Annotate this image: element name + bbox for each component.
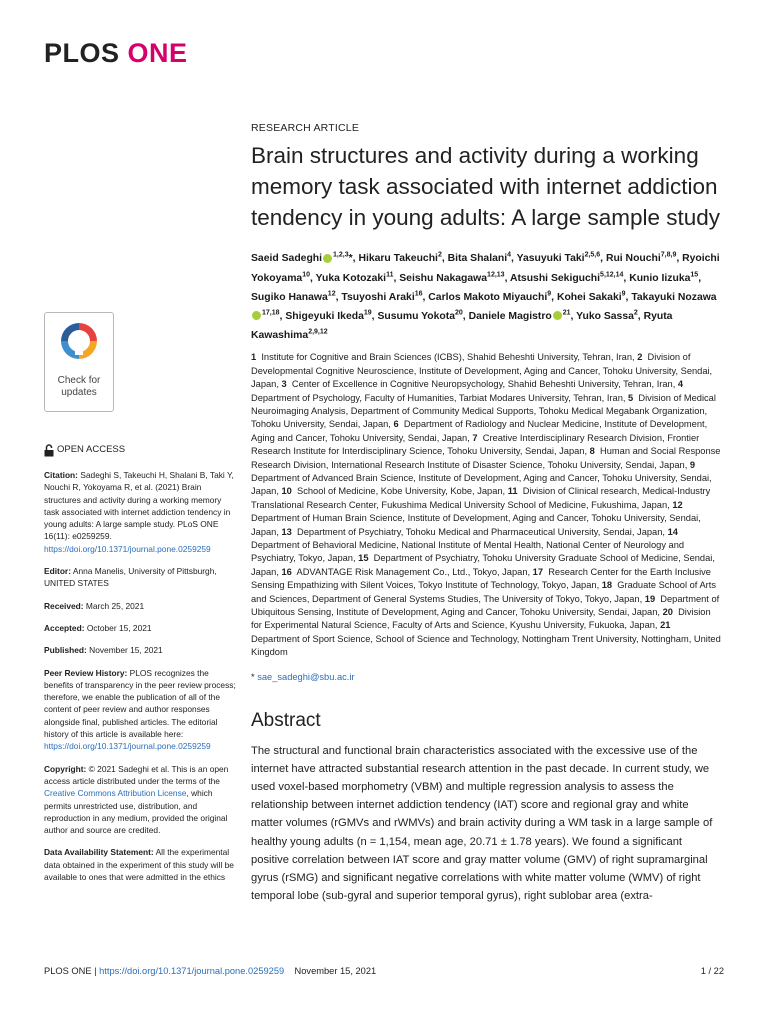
author: Kunio Iizuka$^{15}$, xyxy=(629,271,702,284)
orcid-icon[interactable] xyxy=(252,311,261,320)
affiliation-text: Department of Human Brain Science, Institute of Development, Aging and Cancer, Tohoku University, Sendai, Japan, xyxy=(251,513,701,537)
data-availability-text: All the experimental data obtained in the experiment of this study will be available to ones that were admitted in the ethics xyxy=(44,847,234,883)
license-link[interactable]: Creative Commons Attribution License xyxy=(44,788,187,799)
author-affiliation-numbers: 4 xyxy=(507,252,512,259)
affiliation-text: Division of Developmental Cognitive Neuroscience, Institute of Development, Aging and Cancer, Tohoku University, Sendai, Japan, xyxy=(251,352,713,390)
author-affiliation-numbers: 2,9,12 xyxy=(308,328,328,336)
peer-review-link[interactable]: https://doi.org/10.1371/journal.pone.0259259 xyxy=(44,741,211,752)
author-name: Hikaru Takeuchi xyxy=(358,253,438,265)
copyright-text: © 2021 Sadeghi et al. This is an open access article distributed under the terms of the xyxy=(44,763,229,786)
published-date: November 15, 2021 xyxy=(89,645,163,656)
affiliation-number: 10 xyxy=(281,486,292,497)
affiliation-number: 16 xyxy=(281,566,292,577)
corresponding-email-line xyxy=(251,672,721,682)
open-lock-icon xyxy=(44,444,54,457)
author: Saeid Sadeghi $^{1,2,3}$*, xyxy=(251,252,359,265)
affiliation-number: 11 xyxy=(507,486,518,497)
orcid-icon[interactable] xyxy=(553,311,562,320)
author-name: Seishu Nakagawa xyxy=(399,272,488,284)
author: Carlos Makoto Miyauchi$^9$, xyxy=(428,290,557,303)
affiliation-number: 2 xyxy=(637,352,643,363)
article-title: Brain structures and activity during a working memory task associated with internet addiction tendency in young adults: A large sample study xyxy=(251,143,721,230)
affiliation-number: 1 xyxy=(251,352,257,363)
author-affiliation-numbers: 12 xyxy=(327,290,336,298)
check-for-updates-badge[interactable] xyxy=(44,312,114,412)
author: Yasuyuki Taki$^{2,5,6}$, xyxy=(516,252,606,265)
author-name: Shigeyuki Ikeda xyxy=(285,310,364,322)
open-access-label: OPEN ACCESS xyxy=(57,444,126,456)
received-label: Received: xyxy=(44,600,84,611)
affiliation-text: Department of Advanced Brain Science, Institute of Development, Aging and Cancer, Tohoku University, Sendai, Japan, xyxy=(251,472,712,497)
author-affiliation-numbers: 9 xyxy=(621,290,626,298)
author-name: Ryuta Kawashima xyxy=(251,310,673,341)
author: Shigeyuki Ikeda$^{19}$, xyxy=(285,309,378,322)
badge-line1: Check for xyxy=(57,375,101,386)
affiliation-text: School of Medicine, Kobe University, Kobe, Japan, xyxy=(297,486,506,497)
check-for-updates-icon xyxy=(57,319,101,369)
affiliation-text: ADVANTAGE Risk Management Co., Ltd., Tokyo, Japan, xyxy=(296,566,531,577)
peer-review-block xyxy=(44,667,236,753)
author: Takayuki Nozawa$^{17,18}$, xyxy=(251,292,717,322)
received-block xyxy=(44,600,236,612)
author-affiliation-numbers: 1,2,3 xyxy=(333,252,349,259)
author-name: Susumu Yokota xyxy=(377,310,455,322)
author: Seishu Nakagawa$^{12,13}$, xyxy=(399,271,510,284)
article-main xyxy=(251,122,721,905)
accepted-label: Accepted: xyxy=(44,622,85,633)
corresponding-star: * xyxy=(348,253,353,265)
author-name: Daniele Magistro xyxy=(468,310,552,322)
affiliation-text: Department of Ubiquitous Sensing, Institute of Development, Aging and Cancer, Tohoku University, Sendai, Japan, xyxy=(251,593,720,618)
journal-logo[interactable] xyxy=(44,38,188,69)
author-name: Kunio Iizuka xyxy=(629,272,691,284)
author-name: Carlos Makoto Miyauchi xyxy=(428,291,548,303)
accepted-block xyxy=(44,622,236,634)
author: Hikaru Takeuchi$^2$, xyxy=(358,252,448,265)
author-affiliation-numbers: 2,5,6 xyxy=(584,252,601,259)
affiliation-number: 18 xyxy=(601,580,613,591)
editor-block xyxy=(44,565,236,590)
accepted-date: October 15, 2021 xyxy=(86,622,152,633)
logo-plos: PLOS xyxy=(44,38,120,68)
author: Kohei Sakaki$^9$, xyxy=(556,290,632,303)
footer-doi-link[interactable]: https://doi.org/10.1371/journal.pone.0259259 xyxy=(99,966,285,976)
affiliation-number: 4 xyxy=(677,379,684,390)
published-label: Published: xyxy=(44,645,87,656)
page-number: 1 / 22 xyxy=(700,966,724,976)
affiliation-text: Division of Medical Neuroimaging Analysis, Department of Community Medical Supports, Tohoku Medical Megabank Organization, Tohoku University, Sendai, Japan, xyxy=(251,392,716,430)
logo-one: ONE xyxy=(127,38,188,68)
affiliation-text: Institute for Cognitive and Brain Sciences (ICBS), Shahid Beheshti University, Tehran, Iran, xyxy=(261,352,635,363)
author: Yuka Kotozaki$^{11}$, xyxy=(315,271,400,284)
affiliation-text: Division for Experimental Natural Science, Faculty of Arts and Science, Kyushu University, Fukuoka, Japan, xyxy=(251,607,711,631)
author-name: Yuko Sassa xyxy=(576,310,634,322)
author: Tsuyoshi Araki$^{16}$, xyxy=(341,290,429,303)
author-name: Tsuyoshi Araki xyxy=(341,291,415,303)
author-affiliation-numbers: 17,18 xyxy=(262,309,280,317)
author-affiliation-numbers: 19 xyxy=(363,309,372,317)
peer-review-text: PLOS recognizes the benefits of transparency in the peer review process; therefore, we enable the publication of all of the content of peer review and author responses alongside final, published articles. The editorial history of this article is available here: xyxy=(44,667,236,740)
open-access xyxy=(44,444,236,457)
author-affiliation-numbers: 12,13 xyxy=(487,271,505,279)
affiliation-number: 14 xyxy=(667,526,678,537)
peer-review-label: Peer Review History: xyxy=(44,667,128,678)
author-name: Atsushi Sekiguchi xyxy=(509,272,601,284)
affiliation-number: 6 xyxy=(393,419,399,430)
affiliation-text: Center of Excellence in Cognitive Neuropsychology, Shahid Beheshti University, Tehran, Iran, xyxy=(291,379,676,390)
article-type: RESEARCH ARTICLE xyxy=(251,122,360,134)
author: Ryoichi Yokoyama$^{10}$, xyxy=(251,253,720,284)
author-affiliation-numbers: 9 xyxy=(547,290,552,298)
affiliation-text: Creative Interdisciplinary Research Division, Frontier Research Institute for Interdisciplinary Science, Tohoku University, Sendai, Japan, xyxy=(251,432,700,457)
abstract-text: The structural and functional brain characteristics associated with the excessive use of the internet have attracted substantial research attention in the past decade. In current study, we used voxel-based morphometry (VBM) and multiple regression analysis to assess the relationship between internet addiction tendency (IAT) score and regional gray and white matter volumes (rGMVs and rWMVs) and brain activity during a WM task in a large sample of healthy young adults (n = 1,154, mean age, 20.71 ± 1.78 years). We found a significant positive correlation between IAT score and gray matter volume (GMV) of right supramarginal gyrus (rSMG) and significant negative correlations with white matter volume (WMV) of right temporal lobe (sub-gyral and superior temporal gyrus), right sublobar area (extra- xyxy=(251,744,713,903)
copyright-label: Copyright: xyxy=(44,763,87,774)
author-affiliation-numbers: 10 xyxy=(302,271,311,279)
affiliation-number: 13 xyxy=(281,526,292,537)
affiliation-text: Department of Psychiatry, Tohoku Medical and Pharmaceutical University, Sendai, Japan, xyxy=(297,526,665,537)
author-affiliation-numbers: 15 xyxy=(690,271,699,279)
orcid-icon[interactable] xyxy=(323,254,332,263)
affiliation-text: Department of Psychology, Faculty of Humanities, Tarbiat Modares University, Tehran, Iran, xyxy=(251,392,626,403)
author-affiliation-numbers: 11 xyxy=(386,271,394,279)
affiliation-number: 5 xyxy=(628,392,634,403)
data-availability-label: Data Availability Statement: xyxy=(44,847,154,858)
affiliation-text: Division of Clinical research, Medical-Industry Translational Research Center, Fukushima Medical University School of Medicine, Fukushima, Japan, xyxy=(251,486,711,510)
affiliations xyxy=(251,351,721,659)
affiliation-text: Graduate School of Arts and Sciences, Department of General Systems Studies, The University of Tokyo, Tokyo, Japan, xyxy=(251,580,716,604)
author-affiliation-numbers: 20 xyxy=(455,309,463,317)
received-date: March 25, 2021 xyxy=(85,600,145,611)
citation-label: Citation: xyxy=(44,470,78,480)
affiliation-number: 3 xyxy=(281,379,287,390)
affiliation-text: Research Center for the Earth Inclusive Sensing Empathizing with Silent Voices, Tokyo Institute of Technology, Tokyo, Japan, xyxy=(251,566,711,591)
author-name: Rui Nouchi xyxy=(605,253,661,265)
page-footer xyxy=(44,966,724,976)
author-name: Yasuyuki Taki xyxy=(516,253,585,265)
affiliation-text: Department of Behavioral Medicine, National Institute of Mental Health, National Center of Neurology and Psychiatry, Tokyo, Japan, xyxy=(251,540,685,564)
author-affiliation-numbers: 2 xyxy=(633,309,638,317)
email-star: * xyxy=(251,671,255,682)
affiliation-number: 9 xyxy=(689,459,696,470)
affiliation-text: Department of Psychiatry, Tohoku University Graduate School of Medicine, Sendai, Japan, xyxy=(251,553,715,577)
data-availability-block xyxy=(44,846,236,883)
author-list xyxy=(251,248,721,343)
abstract-heading: Abstract xyxy=(251,709,321,731)
affiliation-text: Human and Social Response Research Division, International Research Institute of Disaster Science, Tohoku University, Sendai, Japan, xyxy=(251,446,721,470)
author-affiliation-numbers: 2 xyxy=(437,252,442,259)
editor-label: Editor: xyxy=(44,566,71,577)
published-block xyxy=(44,644,236,656)
affiliation-number: 19 xyxy=(644,593,656,604)
author: Atsushi Sekiguchi$^{5,12,14}$, xyxy=(509,271,630,284)
citation-block xyxy=(44,469,236,555)
copyright-block xyxy=(44,763,236,837)
author: Bita Shalani$^4$, xyxy=(447,252,517,265)
affiliation-number: 8 xyxy=(589,446,595,457)
affiliation-text: Department of Radiology and Nuclear Medicine, Institute of Development, Aging and Cancer, Tohoku University, Sendai, Japan, xyxy=(251,419,708,443)
author-name: Kohei Sakaki xyxy=(556,291,622,303)
affiliation-number: 12 xyxy=(672,499,683,510)
author: Daniele Magistro $^{21}$, xyxy=(468,309,577,322)
affiliation-number: 21 xyxy=(660,620,671,631)
footer-journal: PLOS ONE | xyxy=(44,966,97,976)
author-affiliation-numbers: 7,8,9 xyxy=(660,252,677,259)
affiliation-number: 7 xyxy=(472,432,478,443)
author-affiliation-numbers: 16 xyxy=(414,290,423,298)
author: Susumu Yokota$^{20}$, xyxy=(377,309,469,322)
affiliation-number: 20 xyxy=(662,607,673,618)
author-name: Bita Shalani xyxy=(447,253,508,265)
author: Rui Nouchi$^{7,8,9}$, xyxy=(605,252,683,265)
author-affiliation-numbers: 21 xyxy=(562,309,571,317)
email-link[interactable]: sae_sadeghi@sbu.ac.ir xyxy=(257,671,355,682)
author: Yuko Sassa$^2$, xyxy=(576,309,644,322)
article-sidebar xyxy=(44,444,236,893)
citation-doi-link[interactable]: https://doi.org/10.1371/journal.pone.0259259 xyxy=(44,543,211,554)
footer-date: November 15, 2021 xyxy=(294,966,377,976)
copyright-text-cont: , which permits unrestricted use, distribution, and reproduction in any medium, provided the original author and source are credited. xyxy=(44,788,228,836)
affiliation-number: 17 xyxy=(532,566,544,577)
author-name: Saeid Sadeghi xyxy=(251,253,323,265)
affiliation-text: Department of Sport Science, School of Science and Technology, Nottingham Trent University, Nottingham, United Kingdom xyxy=(251,633,721,658)
author-name: Ryoichi Yokoyama xyxy=(251,253,720,284)
badge-line2: updates xyxy=(61,387,97,398)
author-name: Sugiko Hanawa xyxy=(251,291,328,303)
author-name: Yuka Kotozaki xyxy=(315,272,387,284)
citation-text: Sadeghi S, Takeuchi H, Shalani B, Taki Y, Nouchi R, Yokoyama R, et al. (2021) Brain structures and activity during a working memory task associated with internet addiction tendency in young adults: A large sample study. PLoS ONE 16(11): e0259259. xyxy=(44,470,234,542)
affiliation-number: 15 xyxy=(358,553,369,564)
author: Sugiko Hanawa$^{12}$, xyxy=(251,290,342,303)
author-name: Takayuki Nozawa xyxy=(631,291,717,303)
editor-text: Anna Manelis, University of Pittsburgh, UNITED STATES xyxy=(44,566,217,589)
author-affiliation-numbers: 5,12,14 xyxy=(600,271,624,279)
